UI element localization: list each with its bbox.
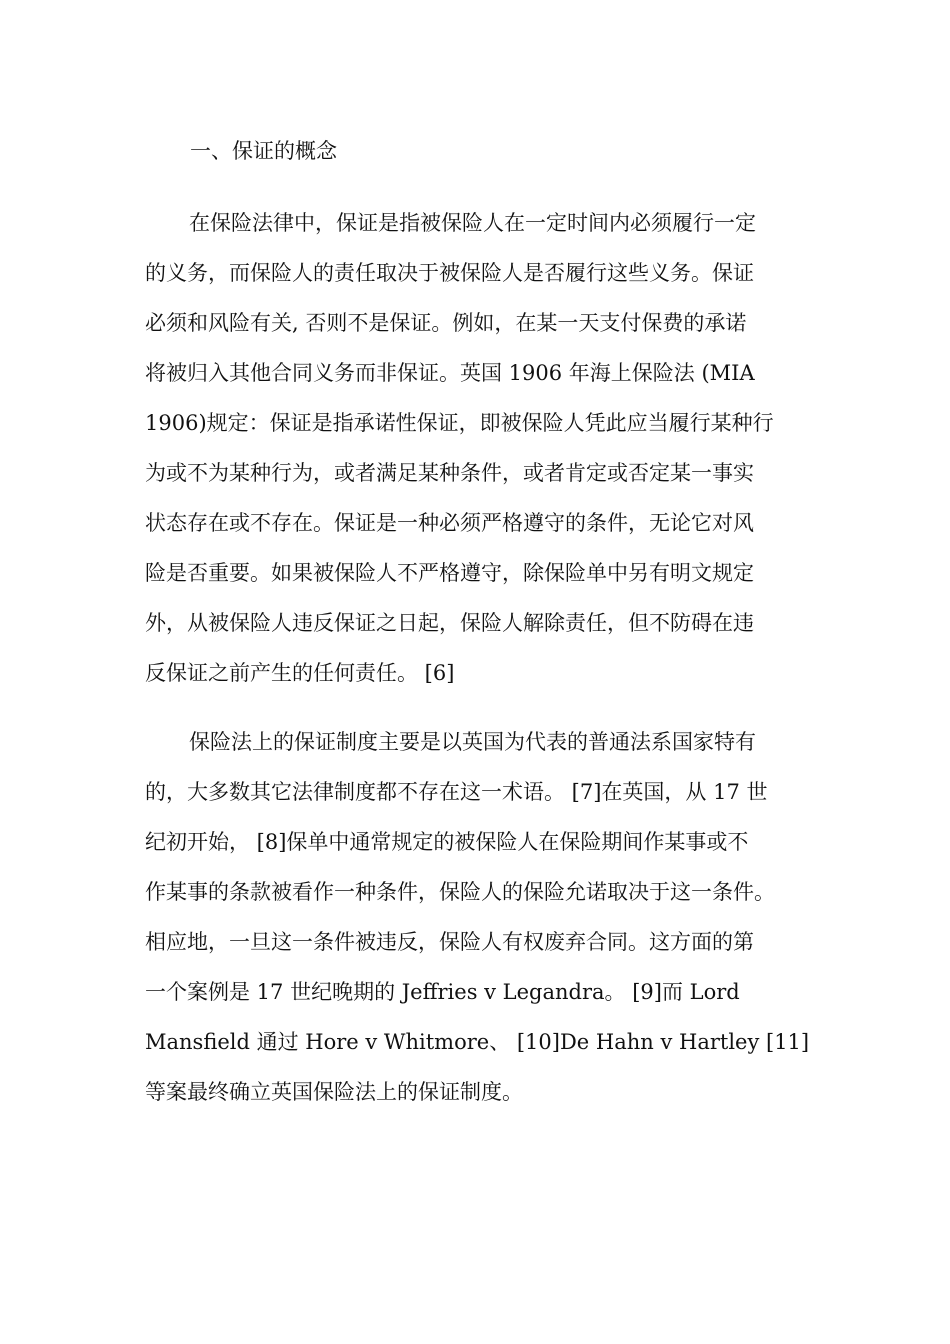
text-line: 将被归入其他合同义务而非保证。英国 1906 年海上保险法 (MIA — [145, 361, 755, 385]
text-line: 外，从被保险人违反保证之日起，保险人解除责任，但不防碍在违 — [145, 611, 754, 635]
text-line: Mansfield 通过 Hore v Whitmore、 [10]De Hahn v Hartley [11] — [145, 1030, 810, 1054]
text-line: 的，大多数其它法律制度都不存在这一术语。 [7]在英国，从 17 世 — [145, 780, 768, 804]
section-heading: 一、保证的概念 — [190, 139, 337, 163]
text-line: 纪初开始， [8]保单中通常规定的被保险人在保险期间作某事或不 — [145, 830, 749, 854]
text-line: 一个案例是 17 世纪晚期的 Jeffries v Legandra。 [9]而 Lord — [145, 980, 740, 1004]
text-line: 状态存在或不存在。保证是一种必须严格遵守的条件，无论它对风 — [145, 511, 754, 535]
text-line: 等案最终确立英国保险法上的保证制度。 — [145, 1080, 523, 1104]
text-line: 反保证之前产生的任何责任。 [6] — [145, 661, 455, 685]
paragraph-warranty-history — [145, 717, 810, 1117]
text-line: 保险法上的保证制度主要是以英国为代表的普通法系国家特有 — [189, 730, 756, 754]
paragraph-warranty-definition — [145, 198, 810, 698]
text-line: 在保险法律中，保证是指被保险人在一定时间内必须履行一定 — [189, 211, 756, 235]
text-line: 相应地，一旦这一条件被违反，保险人有权废弃合同。这方面的第 — [145, 930, 754, 954]
text-line: 险是否重要。如果被保险人不严格遵守，除保险单中另有明文规定 — [145, 561, 754, 585]
text-line: 必须和风险有关, 否则不是保证。例如，在某一天支付保费的承诺 — [145, 311, 747, 335]
text-line: 为或不为某种行为，或者满足某种条件，或者肯定或否定某一事实 — [145, 461, 754, 485]
text-line: 1906)规定：保证是指承诺性保证，即被保险人凭此应当履行某种行 — [145, 411, 774, 435]
text-line: 作某事的条款被看作一种条件，保险人的保险允诺取决于这一条件。 — [145, 880, 775, 904]
text-line: 的义务，而保险人的责任取决于被保险人是否履行这些义务。保证 — [145, 261, 754, 285]
